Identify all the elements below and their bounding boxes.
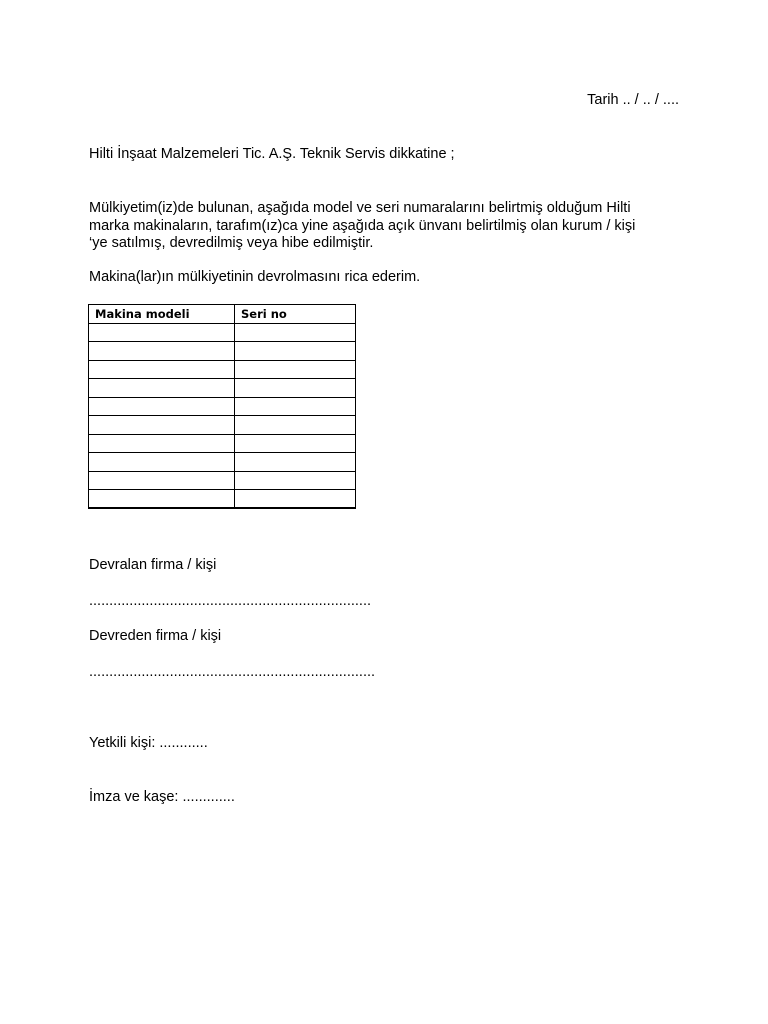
body-line: Mülkiyetim(iz)de bulunan, aşağıda model ve seri numaralarını belirtmiş olduğum Hilti bbox=[89, 200, 631, 216]
salutation: Hilti İnşaat Malzemeleri Tic. A.Ş. Teknik Servis dikkatine ; bbox=[89, 146, 455, 162]
body-line: ‘ye satılmış, devredilmiş veya hibe edilmiştir. bbox=[89, 235, 374, 251]
cell-model[interactable] bbox=[89, 434, 235, 453]
cell-serial[interactable] bbox=[235, 453, 356, 472]
cell-model[interactable] bbox=[89, 471, 235, 490]
table-row bbox=[89, 453, 356, 472]
cell-serial[interactable] bbox=[235, 416, 356, 435]
transferor-label: Devreden firma / kişi bbox=[89, 628, 222, 644]
transferee-label: Devralan firma / kişi bbox=[89, 557, 217, 573]
cell-serial[interactable] bbox=[235, 471, 356, 490]
cell-model[interactable] bbox=[89, 397, 235, 416]
cell-model[interactable] bbox=[89, 379, 235, 398]
table-row bbox=[89, 360, 356, 379]
table-row bbox=[89, 342, 356, 361]
cell-model[interactable] bbox=[89, 416, 235, 435]
table-row bbox=[89, 397, 356, 416]
cell-model[interactable] bbox=[89, 360, 235, 379]
table-row bbox=[89, 471, 356, 490]
cell-model[interactable] bbox=[89, 342, 235, 361]
table-row bbox=[89, 379, 356, 398]
table-header-row bbox=[89, 305, 356, 324]
table-row bbox=[89, 416, 356, 435]
table-row bbox=[89, 323, 356, 342]
request-line: Makina(lar)ın mülkiyetinin devrolmasını rica ederim. bbox=[89, 269, 421, 285]
cell-model[interactable] bbox=[89, 453, 235, 472]
cell-serial[interactable] bbox=[235, 379, 356, 398]
cell-serial[interactable] bbox=[235, 360, 356, 379]
machine-table bbox=[88, 304, 356, 509]
cell-model[interactable] bbox=[89, 323, 235, 342]
cell-serial[interactable] bbox=[235, 323, 356, 342]
authorized-person-line[interactable]: Yetkili kişi: ............ bbox=[89, 735, 208, 751]
table-row bbox=[89, 434, 356, 453]
transferor-blank[interactable]: ....................................................................... bbox=[89, 664, 376, 680]
cell-serial[interactable] bbox=[235, 397, 356, 416]
header-model: Makina modeli bbox=[89, 305, 235, 324]
cell-model[interactable] bbox=[89, 490, 235, 509]
cell-serial[interactable] bbox=[235, 434, 356, 453]
header-serial: Seri no bbox=[235, 305, 356, 324]
body-paragraph bbox=[89, 200, 689, 253]
table-row bbox=[89, 490, 356, 509]
signature-stamp-line[interactable]: İmza ve kaşe: ............. bbox=[89, 789, 235, 805]
transferee-blank[interactable]: ...................................................................... bbox=[89, 593, 371, 609]
cell-serial[interactable] bbox=[235, 342, 356, 361]
date-line: Tarih .. / .. / .... bbox=[587, 92, 679, 108]
body-line: marka makinaların, tarafım(ız)ca yine aşağıda açık ünvanı belirtilmiş olan kurum / kişi bbox=[89, 217, 636, 234]
cell-serial[interactable] bbox=[235, 490, 356, 509]
